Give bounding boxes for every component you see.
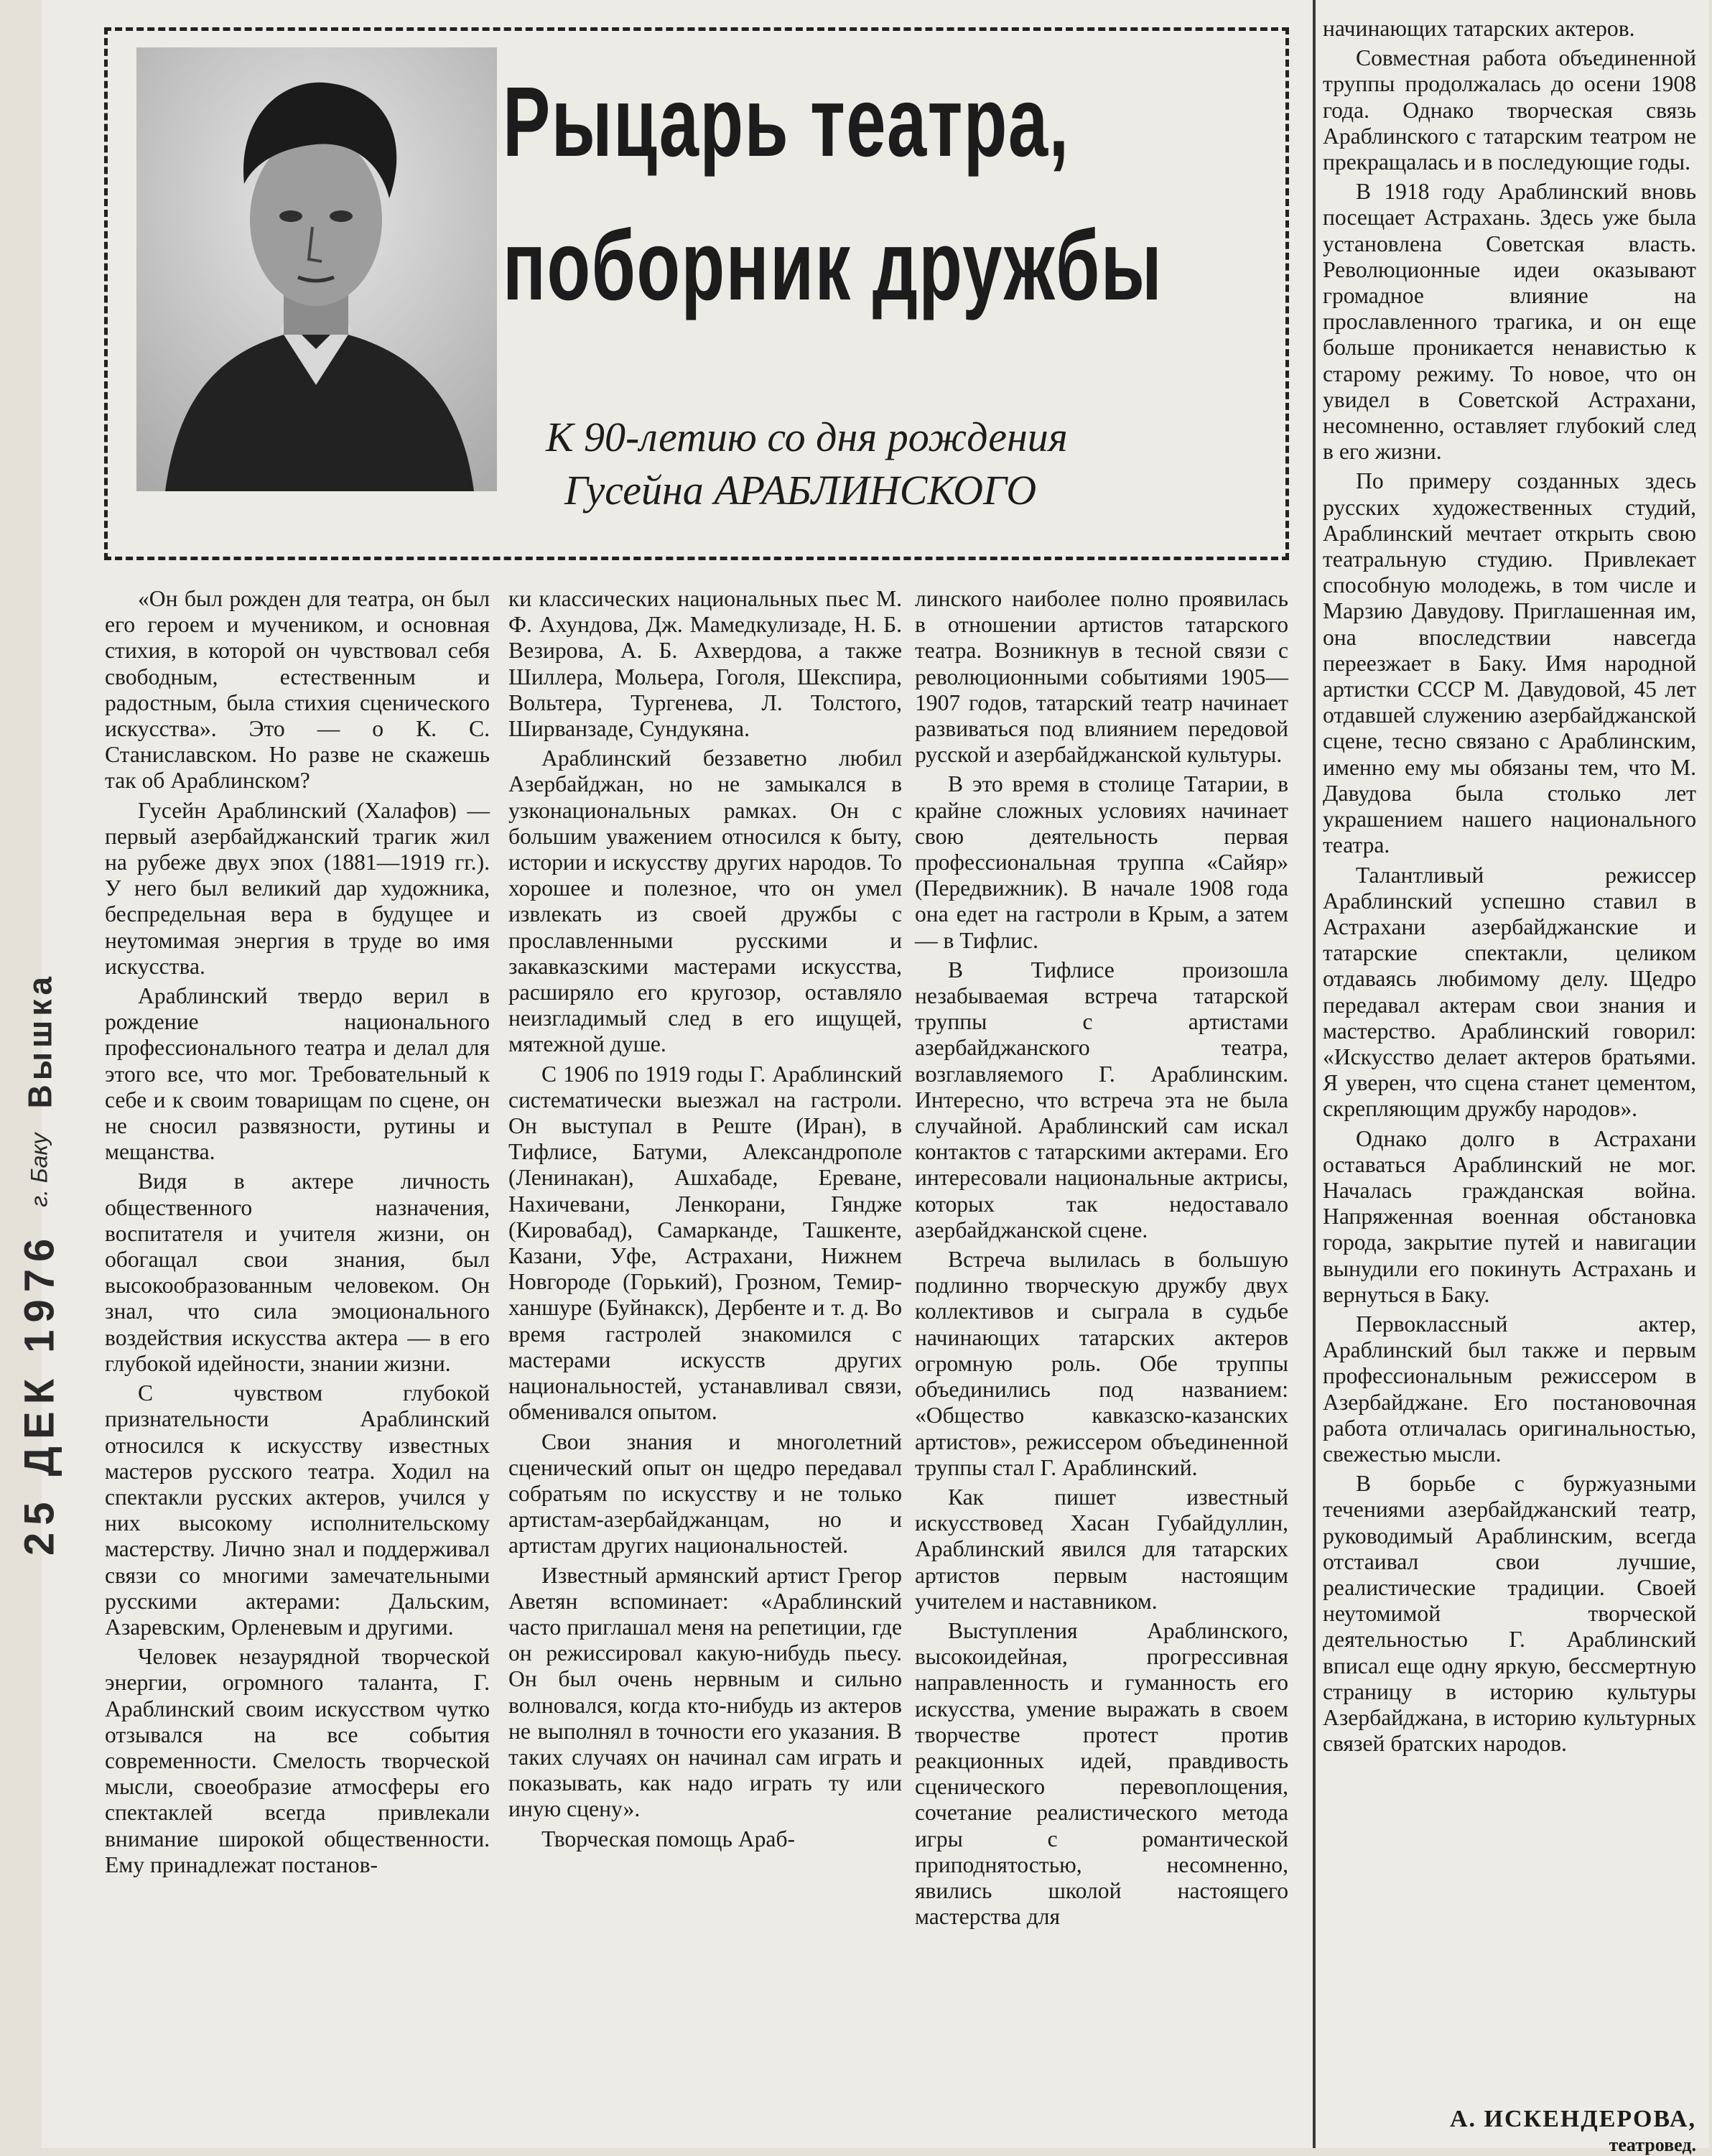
paragraph: «Он был рожден для театра, он был его героем и мучеником, и основная стихия, в которой он чувствовал себя свободным, естественным и радостным, была стихия сценического искусства». Это — о К. С. Станиславском. Но разве не скажешь так об Араблинском? xyxy=(105,586,490,794)
paragraph: В Тифлисе произошла незабываемая встреча татарской труппы с артистами азербайджанского театра, возглавляемого Г. Араблинским. Интересно, что встреча эта не была случайной. Араблинский сам искал контактов с татарскими актерами. Его интересовали национальные актрисы, которых так недоставало азербайджанской сцене. xyxy=(915,957,1288,1242)
paragraph: По примеру созданных здесь русских художественных студий, Араблинский мечтает открыть свою театральную студию. Привлекает способную молодежь, в том числе и Марзию Давудову. Приглашенная им, она впоследствии навсегда переезжает в Баку. Имя народной артистки СССР М. Давудовой, 45 лет отдавшей служению азербайджанской сцене, тесно связано с Араблинским, именно ему мы обязаны тем, что М. Давудова была столько лет украшением нашего национального театра. xyxy=(1323,468,1696,858)
article-subtitle xyxy=(546,411,1264,517)
paragraph: Человек незаурядной творческой энергии, огромного таланта, Г. Араблинский своим искусством чутко отзывался на все события современности. Смелость творческой мысли, своеобразие атмосферы его спектаклей всегда привлекали внимание широкой общественности. Ему принадлежат постанов- xyxy=(105,1644,490,1877)
portrait-photo xyxy=(136,47,497,491)
stamp-date: 25 ДЕК 1976 xyxy=(16,1231,63,1556)
paragraph: ки классических национальных пьес М. Ф. Ахундова, Дж. Мамедкулизаде, Н. Б. Везирова, А. Б. Ахвердова, а также Шиллера, Мольера, Гоголя, Шекспира, Вольтера, Тургенева, Л. Толстого, Ширванзаде, Сундукяна. xyxy=(508,586,902,742)
paragraph: Встреча вылилась в большую подлинно творческую дружбу двух коллективов и сыграла в судьбе начинающих татарских актеров огромную роль. Обе труппы объединились под названием: «Общество кавказско-казанских артистов», режиссером объединенной труппы стал Г. Араблинский. xyxy=(915,1247,1288,1480)
paragraph: Видя в актере личность общественного назначения, воспитателя и учителя жизни, он обогащал свои знания, был высокообразованным человеком. Он знал, что сила эмоционального воздействия искусства актера — в его глубокой идейности, знании жизни. xyxy=(105,1168,490,1376)
paragraph: Совместная работа объединенной труппы продолжалась до осени 1908 года. Однако творческая связь Араблинского с татарским театром не прекращалась и в последующие годы. xyxy=(1323,45,1696,175)
paragraph: Араблинский беззаветно любил Азербайджан, но не замыкался в узконациональных рамках. Он с большим уважением относился к быту, истории и искусству других народов. То хорошее и полезное, что он умел извлекать из своей дружбы с прославленными русскими и закавказскими мастерами искусства, расширяло его кругозор, оставляло неизгладимый след в его ищущей, мятежной душе. xyxy=(508,745,902,1057)
paragraph: С 1906 по 1919 годы Г. Араблинский систематически выезжал на гастроли. Он выступал в Реште (Иран), в Тифлисе, Батуми, Александрополе (Ленинакан), Ашхабаде, Ереване, Нахичевани, Ленкорани, Гяндже (Кировабад), Самарканде, Ташкенте, Казани, Уфе, Астрахани, Нижнем Новгороде (Горький), Грозном, Темир-ханшуре (Буйнакск), Дербенте и т. д. Во время гастролей знакомился с мастерами искусств других национальностей, устанавливал связи, обменивался опытом. xyxy=(508,1061,902,1425)
article-column-4 xyxy=(1323,16,1696,1760)
date-stamp xyxy=(0,826,79,1702)
paragraph: Творческая помощь Араб- xyxy=(541,1826,796,1851)
subtitle-line-1: К 90-летию со дня рождения xyxy=(546,414,1068,460)
article-column-3 xyxy=(915,586,1288,1933)
paragraph: Араблинский твердо верил в рождение национального профессионального театра и делал для этого все, что мог. Требовательный к себе и к своим товарищам по сцене, он не сносил развязности, рутины и мещанства. xyxy=(105,983,490,1165)
stamp-city: г. Баку xyxy=(26,1133,52,1207)
paragraph: В 1918 году Араблинский вновь посещает Астрахань. Здесь уже была установлена Советская власть. Революционные идеи оказывают громадное влияние на прославленного трагика, и он еще больше проникается ненавистью к старому режиму. То новое, что он увидел в Советской Астрахани, несомненно, оставляет глубокий след в его жизни. xyxy=(1323,179,1696,465)
paragraph: С чувством глубокой признательности Араблинский относился к искусству известных мастеров русского театра. Ходил на спектакли русских актеров, учился у них высокому исполнительскому мастерству. Лично знал и поддерживал связи со многими замечательными русскими актерами: Дальским, Азаревским, Орленевым и другими. xyxy=(105,1380,490,1640)
paragraph: Свои знания и многолетний сценический опыт он щедро передавал собратьям по искусству и не только артистам-азербайджанцам, но и артистам других национальностей. xyxy=(508,1428,902,1558)
paragraph: Известный армянский артист Грегор Аветян вспоминает: «Араблинский часто приглашал меня на репетиции, где он режиссировал какую-нибудь пьесу. Он был очень нервным и сильно волновался, когда кто-нибудь из актеров не выполнял в точности его указания. В таких случаях он начинал сам играть и показывать, как надо играть ту или иную сцену». xyxy=(508,1562,902,1822)
author-role: театровед. xyxy=(1609,2134,1696,2155)
paragraph: В борьбе с буржуазными течениями азербайджанский театр, руководимый Араблинским, всегда отстаивал свои лучшие, реалистические традиции. Своей неутомимой творческой деятельностью Г. Араблинский вписал еще одну яркую, бессмертную страницу в историю культуры Азербайджана, в историю культурных связей братских народов. xyxy=(1323,1471,1696,1757)
headline-line-1: Рыцарь театра, xyxy=(503,67,1070,177)
paragraph: Как пишет известный искусствовед Хасан Губайдуллин, Араблинский явился для татарских артистов первым настоящим учителем и наставником. xyxy=(915,1484,1288,1614)
author-signature: А. ИСКЕНДЕРОВА, xyxy=(1449,2106,1696,2132)
paragraph: В это время в столице Татарии, в крайне сложных условиях начинает свою деятельность первая профессиональная труппа «Сайяр» (Передвижник). В начале 1908 года она едет на гастроли в Крым, а затем — в Тифлис. xyxy=(915,771,1288,953)
paragraph: Гусейн Араблинский (Халафов) — первый азербайджанский трагик жил на рубеже двух эпох (1881—1919 гг.). У него был великий дар художника, беспредельная вера в будущее и неутомимая энергия в труде во имя искусства. xyxy=(105,797,490,979)
article-column-2 xyxy=(508,586,902,1856)
paragraph: Талантливый режиссер Араблинский успешно ставил в Астрахани азербайджанские и татарские спектакли, целиком отдаваясь любимому делу. Щедро передавал актерам свои знания и мастерство. Араблинский говорил: «Искусство делает актеров братьями. Я уверен, что сцена станет цементом, скрепляющим дружбу народов». xyxy=(1323,862,1696,1122)
paragraph: линского наиболее полно проявилась в отношении артистов татарского театра. Возникнув в тесной связи с революционными событиями 1905—1907 годов, татарский театр начинает развиваться под влиянием передовой русской и азербайджанской культуры. xyxy=(915,586,1288,768)
article-column-1 xyxy=(105,586,490,1882)
subtitle-line-2: Гусейна АРАБЛИНСКОГО xyxy=(564,467,1037,514)
paragraph: Выступления Араблинского, высокоидейная, прогрессивная направленность и гуманность его искусства, умение выражать в своем творчестве протест против реакционных идей, правдивость сценического перевоплощения, сочетание реалистического метода игры с романтической приподнятостью, несомненно, явились школой настоящего мастерства для xyxy=(915,1617,1288,1930)
column-divider xyxy=(1313,0,1316,2148)
article-headline xyxy=(503,50,1163,338)
paragraph: начинающих татарских актеров. xyxy=(1323,16,1635,41)
paragraph: Однако долго в Астрахани оставаться Араблинский не мог. Началась гражданская война. Напряженная военная обстановка города, закрытие путей и навигации вынудили его покинуть Астрахань и вернуться в Баку. xyxy=(1323,1125,1696,1307)
headline-line-2: поборник дружбы xyxy=(503,210,1163,321)
stamp-newspaper: Вышка xyxy=(21,972,58,1109)
paragraph: Первоклассный актер, Араблинский был также и первым профессиональным режиссером в Азербайджане. Его постановочная работа отличалась оригинальностью, свежестью мысли. xyxy=(1323,1311,1696,1467)
